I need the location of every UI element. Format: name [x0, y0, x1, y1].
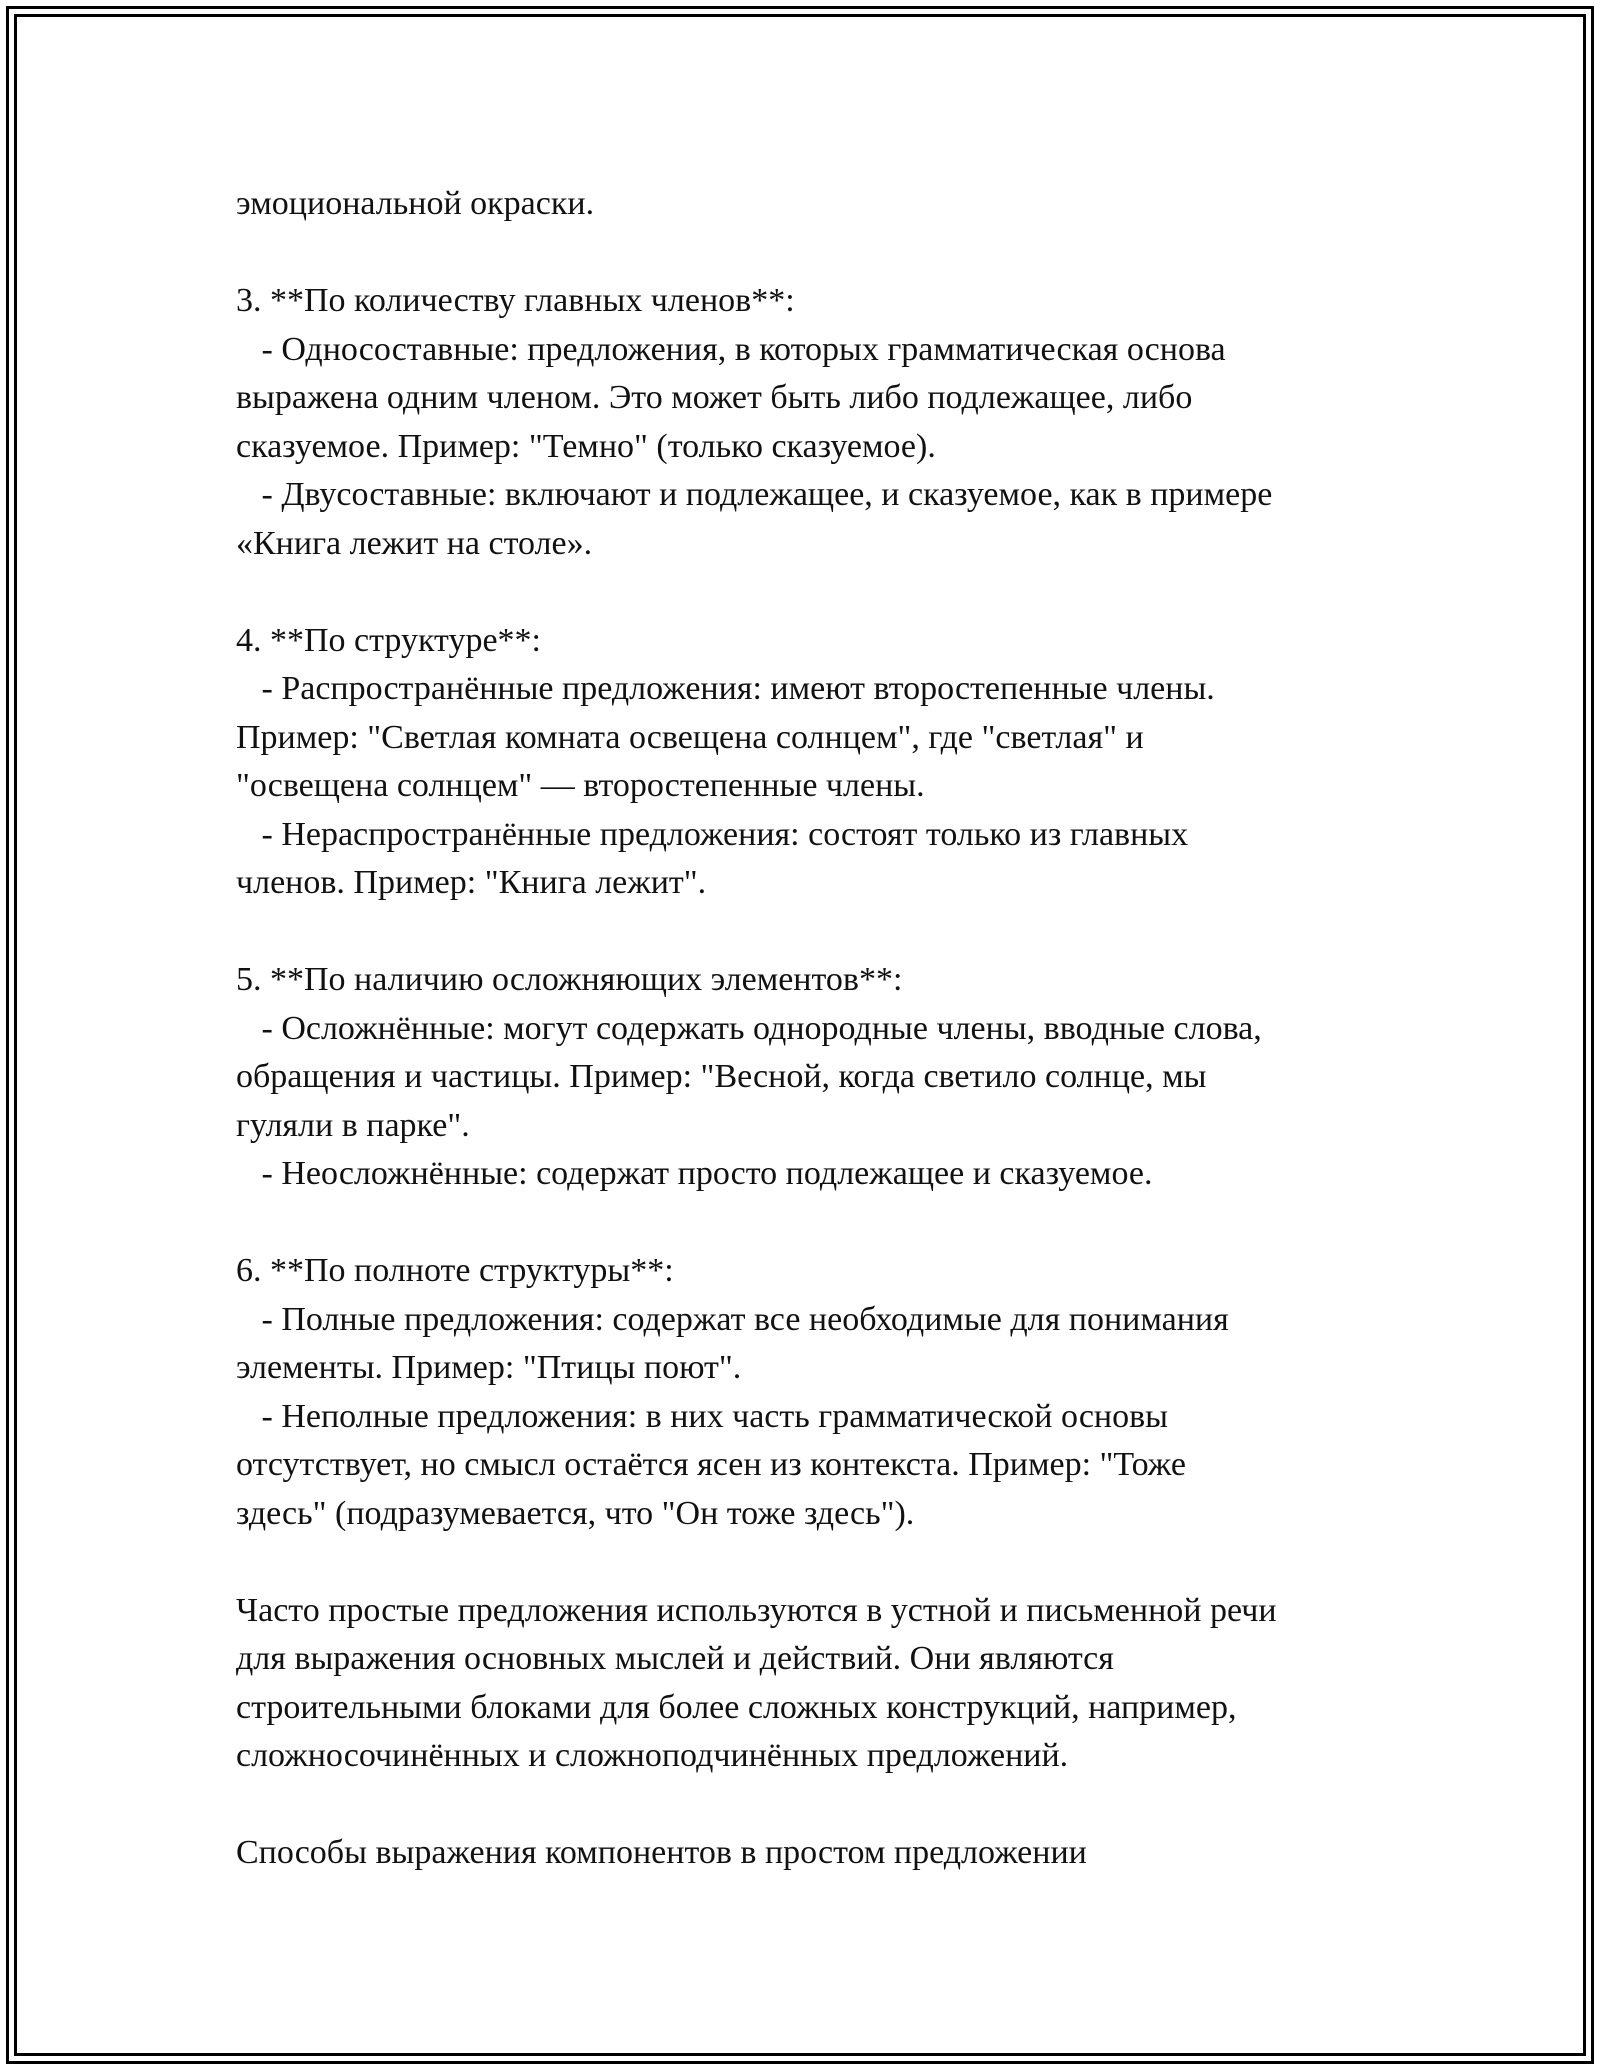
paragraph-gap	[236, 908, 1396, 957]
section-by-complicating-elements	[236, 956, 1396, 1199]
paragraph-gap	[236, 1538, 1396, 1587]
text-line: сложносочинённых и сложноподчинённых предложений.	[236, 1737, 1069, 1774]
text-line: "освещена солнцем" — второстепенные члены.	[236, 767, 925, 804]
section-by-completeness	[236, 1247, 1396, 1538]
list-item-line: - Распространённые предложения: имеют второстепенные члены.	[236, 670, 1215, 707]
text-line: Способы выражения компонентов в простом предложении	[236, 1834, 1087, 1871]
summary-paragraph	[236, 1587, 1396, 1781]
section-by-structure	[236, 617, 1396, 908]
section-heading: 5. **По наличию осложняющих элементов**:	[236, 961, 903, 998]
paragraph-gap	[236, 1199, 1396, 1248]
list-item-line: - Неосложнённые: содержат просто подлежащее и сказуемое.	[236, 1155, 1153, 1192]
text-line: эмоциональной окраски.	[236, 185, 595, 222]
section-heading: 6. **По полноте структуры**:	[236, 1252, 674, 1289]
text-line: выражена одним членом. Это может быть либо подлежащее, либо	[236, 379, 1193, 416]
list-item-line: - Неполные предложения: в них часть грамматической основы	[236, 1397, 1169, 1435]
list-item-line: - Односоставные: предложения, в которых грамматическая основа	[236, 330, 1226, 368]
text-line: Пример: "Светлая комната освещена солнцем", где "светлая" и	[236, 718, 1144, 756]
text-line: гуляли в парке".	[236, 1106, 470, 1144]
section-heading: 3. **По количеству главных членов**:	[236, 282, 795, 319]
closing-heading	[236, 1829, 1396, 1878]
document-body	[236, 180, 1396, 1878]
text-line: элементы. Пример: "Птицы поют".	[236, 1349, 742, 1386]
text-line: отсутствует, но смысл остаётся ясен из контекста. Пример: "Тоже	[236, 1446, 1186, 1483]
text-line: «Книга лежит на столе».	[236, 524, 593, 562]
text-line: для выражения основных мыслей и действий. Они являются	[236, 1640, 1114, 1677]
list-item-line: - Осложнённые: могут содержать однородные члены, вводные слова,	[236, 1009, 1262, 1047]
text-line: Часто простые предложения используются в устной и письменной речи	[236, 1591, 1277, 1629]
paragraph-gap	[236, 1781, 1396, 1830]
paragraph	[236, 180, 1396, 229]
list-item-line: - Нераспространённые предложения: состоят только из главных	[236, 815, 1189, 853]
text-line: строительными блоками для более сложных конструкций, например,	[236, 1688, 1237, 1726]
text-line: сказуемое. Пример: "Темно" (только сказуемое).	[236, 427, 936, 465]
text-line: здесь" (подразумевается, что "Он тоже здесь").	[236, 1494, 915, 1532]
list-item-line: - Двусоставные: включают и подлежащее, и сказуемое, как в примере	[236, 476, 1273, 513]
text-line: членов. Пример: "Книга лежит".	[236, 864, 707, 901]
section-by-main-members	[236, 277, 1396, 568]
paragraph-gap	[236, 229, 1396, 278]
text-line: обращения и частицы. Пример: "Весной, когда светило солнце, мы	[236, 1058, 1207, 1095]
section-heading: 4. **По структуре**:	[236, 621, 541, 659]
list-item-line: - Полные предложения: содержат все необходимые для понимания	[236, 1300, 1229, 1338]
paragraph-gap	[236, 568, 1396, 617]
